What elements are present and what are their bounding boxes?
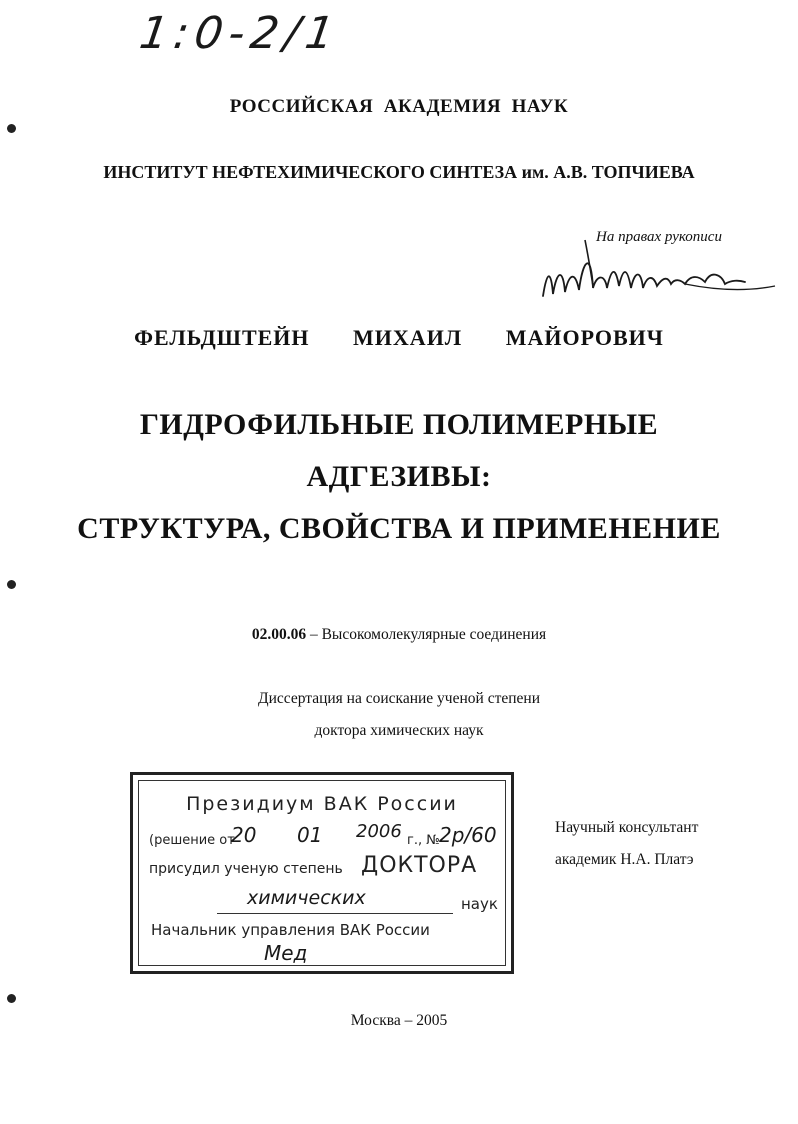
binder-hole (7, 580, 16, 589)
stamp-head-title: Начальник управления ВАК России (151, 921, 430, 939)
author-name: ФЕЛЬДШТЕЙН МИХАИЛ МАЙОРОВИЧ (134, 325, 664, 350)
stamp-degree: ДОКТОРА (361, 853, 478, 878)
consultant-line-2: академик Н.А. Платэ (555, 851, 694, 868)
stamp-decision-prefix (149, 833, 235, 848)
binder-hole (7, 994, 16, 1003)
title-line-3: СТРУКТУРА, СВОЙСТВА И ПРИМЕНЕНИЕ (77, 512, 721, 545)
handwritten-archive-note (136, 8, 400, 78)
stamp-year: 2006 (356, 821, 402, 842)
specialty (0, 626, 798, 644)
dissertation-line-2: доктора химических наук (314, 722, 484, 739)
consultant-line-1: Научный консультант (555, 819, 699, 836)
city-year: Москва – 2005 (350, 1012, 448, 1029)
handwritten-note-text: 1:0-2/1 (136, 8, 344, 59)
stamp-inner-border (138, 780, 506, 966)
stamp-field-underline (217, 913, 453, 914)
stamp-day: 20 (231, 823, 257, 847)
stamp-awarded: присудил ученую степень (149, 861, 343, 877)
vak-stamp (130, 772, 514, 974)
binder-hole (7, 124, 16, 133)
author-signature (535, 230, 780, 310)
stamp-initials: Мед (264, 941, 308, 965)
stamp-field-handwritten: химических (247, 887, 366, 909)
specialty-name: Высокомолекулярные соединения (321, 626, 547, 643)
title-line-1: ГИДРОФИЛЬНЫЕ ПОЛИМЕРНЫЕ (139, 408, 659, 441)
stamp-month: 01 (297, 823, 323, 847)
decision-prefix-text: (решение от (149, 833, 235, 848)
rights-note: На правах рукописи (596, 229, 722, 245)
specialty-separator: – (306, 626, 322, 643)
dissertation-line-1: Диссертация на соискание ученой степени (258, 690, 540, 707)
specialty-code: 02.00.06 (251, 626, 307, 643)
academy-header: РОССИЙСКАЯ АКАДЕМИЯ НАУК (229, 96, 569, 117)
title-line-2: АДГЕЗИВЫ: (306, 460, 492, 493)
stamp-title: Президиум ВАК России (186, 793, 458, 815)
stamp-sciences: наук (461, 895, 498, 913)
stamp-number-label: г., № (407, 833, 440, 848)
institute-header: ИНСТИТУТ НЕФТЕХИМИЧЕСКОГО СИНТЕЗА им. А.В. ТОПЧИЕВА (103, 162, 695, 182)
stamp-number: 2р/60 (439, 823, 497, 847)
